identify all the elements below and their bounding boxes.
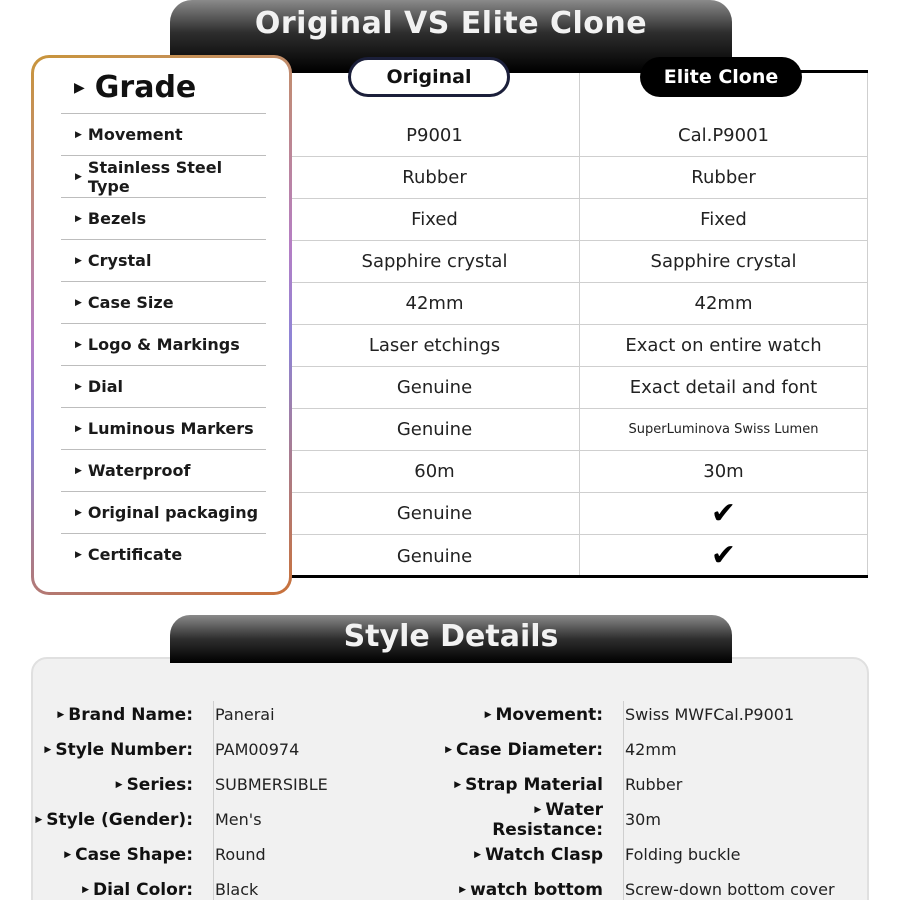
- detail-value: Swiss MWFCal.P9001: [625, 705, 795, 724]
- grade-item-label: Case Size: [87, 293, 174, 312]
- triangle-bullet-icon: ▶: [115, 779, 123, 790]
- detail-value: Folding buckle: [625, 845, 741, 864]
- detail-row-gender: [33, 802, 453, 837]
- original-cell: Genuine: [396, 545, 473, 567]
- detail-label: Strap Material: [465, 774, 603, 795]
- detail-row-brand: [33, 697, 453, 732]
- grade-item-label: Dial: [87, 377, 123, 396]
- triangle-bullet-icon: ▶: [75, 255, 82, 266]
- grade-panel-inner: [34, 58, 289, 592]
- triangle-bullet-icon: ▶: [75, 339, 82, 350]
- grade-item-label: Certificate: [87, 545, 183, 564]
- style-details-banner: [170, 615, 732, 663]
- checkmark-icon: ✔: [710, 538, 737, 573]
- detail-value: Screw-down bottom cover: [625, 880, 835, 899]
- grade-item-original-packaging: [61, 491, 266, 533]
- original-cell: Rubber: [402, 167, 467, 188]
- detail-row-watch-clasp: [433, 837, 873, 872]
- grade-item-label: Luminous Markers: [87, 419, 254, 438]
- grade-item-label: Bezels: [87, 209, 147, 228]
- detail-value: Panerai: [215, 705, 275, 724]
- clone-cell: [579, 535, 868, 577]
- clone-cell: 42mm: [694, 293, 753, 314]
- detail-row-watch-bottom: [433, 872, 873, 900]
- grade-item-steel-type: [61, 155, 266, 197]
- table-right-border: [867, 73, 868, 575]
- detail-label: Case Shape:: [75, 844, 193, 865]
- style-details-card: [31, 657, 869, 900]
- grade-item-dial: [61, 365, 266, 407]
- triangle-bullet-icon: ▶: [75, 549, 82, 560]
- grade-item-label: Stainless Steel Type: [87, 157, 223, 196]
- original-cell: Laser etchings: [368, 335, 501, 356]
- detail-label: Style (Gender):: [46, 809, 193, 830]
- detail-label: watch bottom: [470, 879, 603, 900]
- style-details-title: Style Details: [343, 619, 559, 654]
- original-cell: 42mm: [405, 293, 464, 314]
- grade-item-case-size: [61, 281, 266, 323]
- detail-label: Brand Name:: [68, 704, 193, 725]
- clone-cell: Rubber: [691, 167, 756, 188]
- detail-row-case-shape: [33, 837, 453, 872]
- detail-value: SUBMERSIBLE: [215, 775, 328, 794]
- original-cell: Genuine: [396, 377, 473, 398]
- triangle-bullet-icon: ▶: [75, 297, 82, 308]
- detail-row-dial-color: [33, 872, 453, 900]
- comparison-table: [290, 66, 868, 580]
- detail-row-style-number: [33, 732, 453, 767]
- column-divider: [579, 73, 580, 575]
- triangle-bullet-icon: ▶: [35, 814, 43, 825]
- original-cell: P9001: [406, 125, 463, 146]
- clone-cell: 30m: [703, 461, 744, 482]
- grade-item-certificate: [61, 533, 266, 575]
- triangle-bullet-icon: ▶: [454, 779, 462, 790]
- triangle-bullet-icon: ▶: [75, 507, 82, 518]
- original-cell: Genuine: [396, 419, 473, 440]
- checkmark-icon: ✔: [710, 495, 737, 531]
- table-bottom-border: [290, 575, 868, 578]
- detail-label: Series:: [126, 774, 193, 795]
- original-column-header: Original: [348, 57, 510, 97]
- grade-heading-text: Grade: [94, 70, 197, 105]
- triangle-bullet-icon: ▶: [74, 79, 85, 96]
- detail-row-water-resistance: [433, 799, 873, 840]
- detail-label: Style Number:: [55, 739, 193, 760]
- clone-cell: Exact on entire watch: [625, 335, 822, 356]
- triangle-bullet-icon: ▶: [75, 423, 82, 434]
- triangle-bullet-icon: ▶: [82, 884, 89, 895]
- triangle-bullet-icon: ▶: [534, 804, 542, 815]
- detail-label: Movement:: [495, 704, 603, 725]
- grade-heading: [74, 70, 196, 105]
- grade-item-label: Waterproof: [87, 461, 191, 480]
- detail-value: Men's: [215, 810, 262, 829]
- clone-cell: Exact detail and font: [629, 377, 818, 398]
- triangle-bullet-icon: ▶: [75, 129, 82, 140]
- triangle-bullet-icon: ▶: [75, 381, 82, 392]
- grade-item-label: Original packaging: [87, 503, 259, 522]
- grade-panel: [31, 55, 292, 595]
- clone-cell: [579, 493, 868, 534]
- clone-cell: Sapphire crystal: [650, 251, 797, 272]
- comparison-title: Original VS Elite Clone: [254, 6, 648, 41]
- triangle-bullet-icon: ▶: [75, 171, 82, 182]
- triangle-bullet-icon: ▶: [44, 744, 52, 755]
- grade-item-waterproof: [61, 449, 266, 491]
- detail-row-strap-material: [433, 767, 873, 802]
- detail-row-case-diameter: [433, 732, 873, 767]
- style-details-left-column: [33, 697, 453, 900]
- grade-item-logo-markings: [61, 323, 266, 365]
- original-cell: 60m: [414, 461, 455, 482]
- triangle-bullet-icon: ▶: [474, 849, 482, 860]
- detail-value: 30m: [625, 810, 661, 829]
- triangle-bullet-icon: ▶: [484, 709, 492, 720]
- grade-item-bezels: [61, 197, 266, 239]
- grade-item-label: Logo & Markings: [87, 335, 240, 354]
- style-details-right-column: [433, 697, 873, 900]
- grade-item-label: Crystal: [87, 251, 152, 270]
- original-cell: Sapphire crystal: [361, 251, 508, 272]
- detail-value: PAM00974: [215, 740, 300, 759]
- triangle-bullet-icon: ▶: [64, 849, 72, 860]
- clone-cell: Cal.P9001: [678, 125, 769, 146]
- elite-clone-column-header: Elite Clone: [640, 57, 802, 97]
- grade-item-luminous-markers: [61, 407, 266, 449]
- detail-row-movement: [433, 697, 873, 732]
- triangle-bullet-icon: ▶: [57, 709, 65, 720]
- triangle-bullet-icon: ▶: [459, 884, 467, 895]
- triangle-bullet-icon: ▶: [445, 744, 452, 755]
- detail-label: Water Resistance:: [492, 799, 603, 840]
- original-cell: Genuine: [396, 503, 473, 524]
- clone-cell: Fixed: [700, 209, 747, 230]
- detail-value: Rubber: [625, 775, 683, 794]
- detail-value: Black: [215, 880, 259, 899]
- detail-value: Round: [215, 845, 266, 864]
- detail-label: Watch Clasp: [485, 844, 603, 865]
- grade-item-movement: [61, 113, 266, 155]
- grade-item-label: Movement: [87, 125, 183, 144]
- detail-row-series: [33, 767, 453, 802]
- detail-value: 42mm: [625, 740, 677, 759]
- detail-label: Case Diameter:: [455, 739, 603, 760]
- triangle-bullet-icon: ▶: [75, 213, 82, 224]
- original-cell: Fixed: [411, 209, 458, 230]
- clone-cell: SuperLuminova Swiss Lumen: [628, 422, 819, 437]
- triangle-bullet-icon: ▶: [75, 465, 82, 476]
- grade-item-crystal: [61, 239, 266, 281]
- detail-label: Dial Color:: [93, 879, 193, 900]
